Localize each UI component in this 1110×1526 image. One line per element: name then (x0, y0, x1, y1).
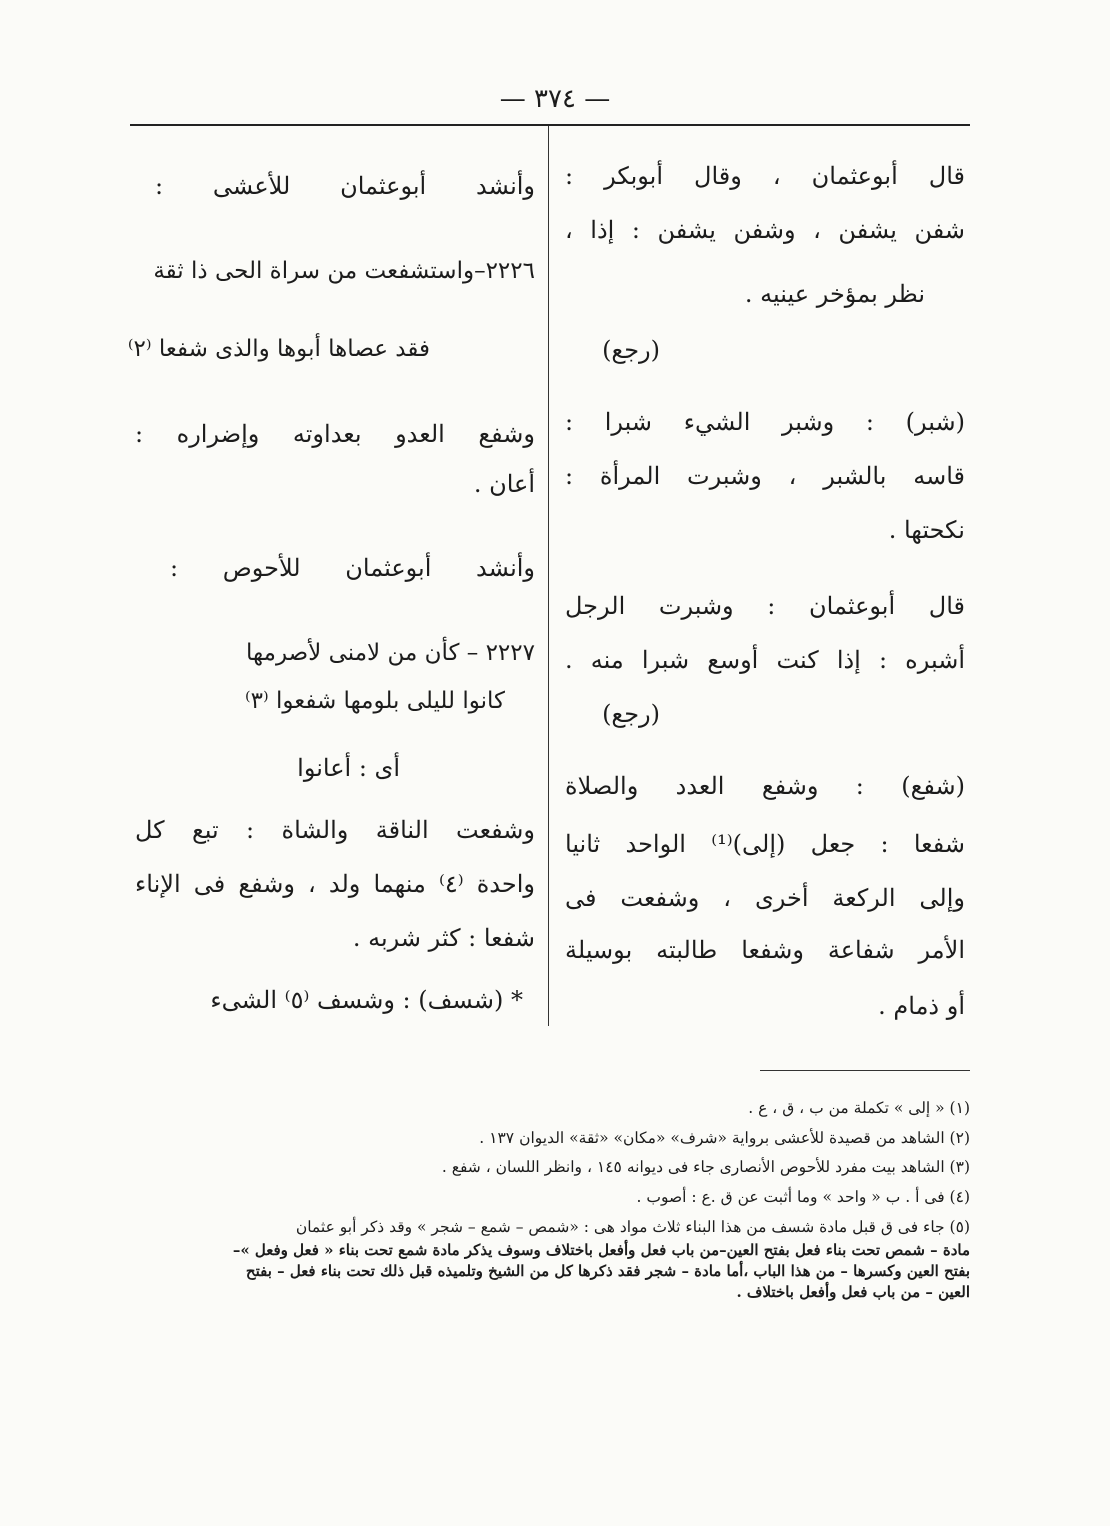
text-line: وشفعت الناقة والشاة : تبع كل (135, 816, 535, 844)
text-line: شفعا : كثر شربه . (352, 924, 535, 952)
text-line: نظر بمؤخر عينيه . (744, 280, 925, 308)
footnote: (١) « إلى » تكملة من ب ، ق ، ع . (748, 1099, 970, 1117)
text-line: (رجع) (602, 336, 660, 364)
footnote: (٣) الشاهد بيت مفرد للأحوص الأنصارى جاء فى ديوانه ١٤٥ ، وانظر اللسان ، شفع . (441, 1158, 970, 1177)
column-divider (548, 126, 549, 1026)
text-line: شفعا : جعل (إلى)⁽¹⁾ الواحد ثانيا (565, 830, 965, 858)
text-line: وأنشد أبوعثمان للأعشى : (155, 172, 535, 200)
footnote: (٢) الشاهد من قصيدة للأعشى برواية «شرف» «مكان» «ثقة» الديوان ١٣٧ . (479, 1128, 970, 1147)
verse-line: ٢٢٢٦–واستشفعت من سراة الحى ذا ثقة (153, 258, 535, 284)
text-line: قاسه بالشبر ، وشبرت المرأة : (565, 462, 965, 490)
text-line: واحدة ⁽٤⁾ منهما ولد ، وشفع فى الإناء (135, 870, 535, 898)
text-line: (شبر) : وشبر الشيء شبرا : (565, 408, 965, 436)
text-line: أو ذمام . (878, 992, 965, 1020)
text-line: وإلى الركعة أخرى ، وشفعت فى (565, 884, 965, 912)
footnotes (140, 1098, 970, 1303)
text-line: نكحتها . (888, 516, 965, 544)
text-line: شفن يشفن ، وشفن يشفن : إذا ، (565, 216, 965, 244)
text-line: الأمر شفاعة وشفعا طالبته بوسيلة (565, 936, 965, 964)
footnote-continued: بفتح العين وكسرها – من هذا الباب ،أما مادة – شجر فقد ذكرها كل من الشيخ وتلميذه قبل ذلك تحت بناء فعل – بفتح (245, 1262, 970, 1281)
text-line: قال أبوعثمان : وشبرت الرجل (565, 592, 965, 620)
footnote-rule (760, 1070, 970, 1071)
text-line: وأنشد أبوعثمان للأحوص : (170, 554, 535, 582)
verse-line: كانوا لليلى بلومها شفعوا ⁽٣⁾ (245, 688, 505, 714)
footnote: (٤) فى أ . ب « واحد » وما أثبت عن ق .ع : أصوب . (636, 1188, 970, 1207)
page-number: — ٣٧٤ — (499, 84, 611, 114)
text-line: أشبره : إذا كنت أوسع شبرا منه . (565, 646, 965, 674)
text-line: أعان . (473, 470, 535, 498)
text-line: قال أبوعثمان ، وقال أبوبكر : (565, 162, 965, 190)
footnote-continued: مادة – شمص تحت بناء فعل بفتح العين–من باب فعل وأفعل باختلاف وسوف يذكر مادة شمع تحت بناء « فعل وفعل »– (232, 1241, 970, 1260)
footnote-continued: العين – من باب فعل وأفعل باختلاف . (736, 1283, 970, 1302)
text-line: أى : أعانوا (297, 754, 400, 782)
footnote: (٥) جاء فى ق قبل مادة شسف من هذا البناء ثلاث مواد هى : «شمص – شمع – شجر » وقد ذكر أبو عثمان (295, 1217, 970, 1236)
header-rule (130, 124, 970, 126)
text-line: وشفع العدو بعداوته وإضراره : (135, 420, 535, 448)
text-line: (شفع) : وشفع العدد والصلاة (565, 772, 965, 800)
verse-line: فقد عصاها أبوها والذى شفعا ⁽٢⁾ (127, 336, 430, 362)
verse-line: ٢٢٢٧ – كأن من لامنى لأصرمها (246, 640, 535, 666)
text-line: * (شسف) : وشسف ⁽٥⁾ الشىء (210, 986, 523, 1014)
text-line: (رجع) (602, 700, 660, 728)
